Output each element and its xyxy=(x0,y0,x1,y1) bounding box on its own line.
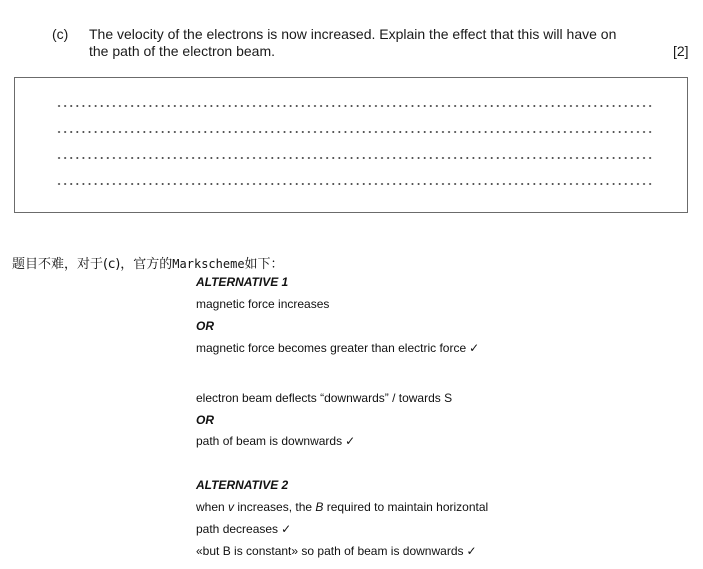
question-text-line-1: The velocity of the electrons is now increased. Explain the effect that this will have on xyxy=(89,26,617,42)
checkmark-icon: ✓ xyxy=(466,544,477,558)
alt2-line-3-text: «but B is constant» so path of beam is downwards xyxy=(196,544,464,558)
alt1-heading: ALTERNATIVE 1 xyxy=(196,275,289,289)
alt1-line-2-text: magnetic force becomes greater than electric force xyxy=(196,341,467,355)
question-marks: [2] xyxy=(673,43,689,59)
intro-text xyxy=(12,256,284,273)
alt2-heading: ALTERNATIVE 2 xyxy=(196,478,289,492)
answer-box xyxy=(14,77,688,213)
intro-text-after: 如下： xyxy=(244,257,284,272)
checkmark-icon: ✓ xyxy=(469,341,480,355)
answer-dotted-line xyxy=(56,105,652,107)
intro-markscheme-word: Markscheme xyxy=(172,257,245,271)
alt1-line-3: electron beam deflects “downwards” / towards S xyxy=(196,391,453,405)
answer-dotted-line xyxy=(56,131,652,133)
question-label: (c) xyxy=(52,26,69,42)
alt2-line-1-c: required to maintain horizontal xyxy=(323,500,489,514)
intro-text-before: 题目不难，对于(c)，官方的 xyxy=(12,257,173,272)
alt2-line-2-text: path decreases xyxy=(196,522,279,536)
alt1-line-1: magnetic force increases xyxy=(196,297,330,311)
alt1-line-4-text: path of beam is downwards xyxy=(196,434,343,448)
velocity-symbol: v xyxy=(228,500,235,514)
or-label-2: OR xyxy=(196,413,214,427)
answer-dotted-line xyxy=(56,157,652,159)
field-symbol: B xyxy=(315,500,324,514)
checkmark-icon: ✓ xyxy=(345,434,356,448)
alt1-line-4 xyxy=(196,434,355,448)
question-text-line-2: the path of the electron beam. xyxy=(89,43,276,59)
answer-dotted-line xyxy=(56,183,652,185)
alt1-line-2 xyxy=(196,341,479,355)
alt2-line-2 xyxy=(196,522,291,536)
alt2-line-1-b: increases, the xyxy=(234,500,316,514)
alt2-line-3 xyxy=(196,544,477,558)
or-label-1: OR xyxy=(196,319,214,333)
alt2-line-1 xyxy=(196,500,488,514)
checkmark-icon: ✓ xyxy=(281,522,292,536)
alt2-line-1-a: when xyxy=(196,500,229,514)
